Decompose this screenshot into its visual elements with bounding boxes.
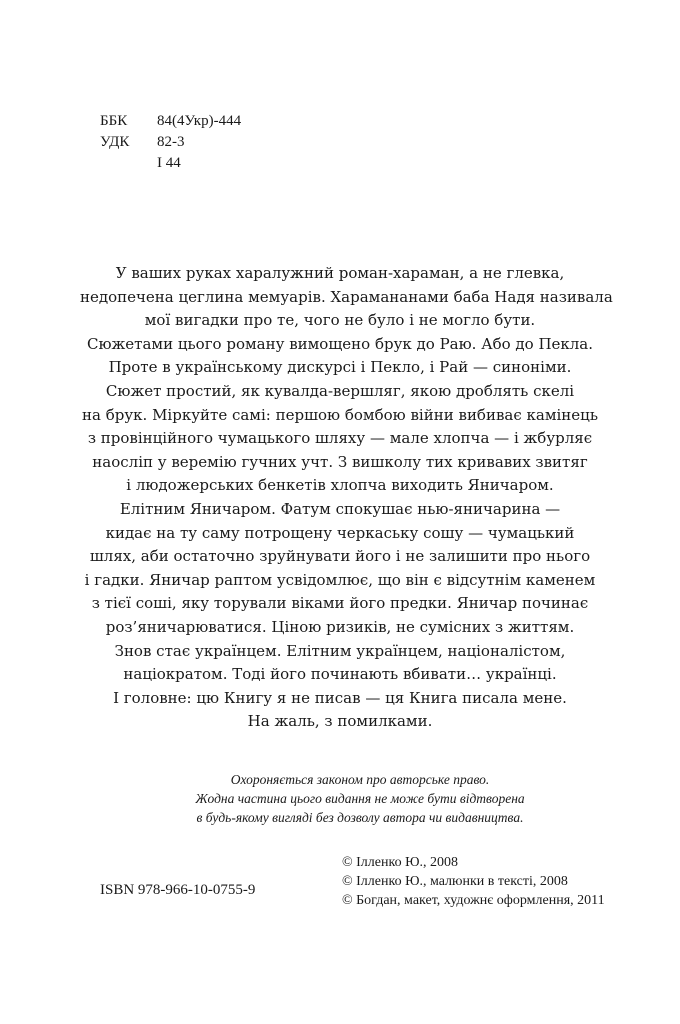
annotation-line: У ваших руках харалужний роман-хараман, а не глевка, <box>115 264 565 282</box>
catalog-row-author-mark <box>100 153 241 174</box>
catalog-value: І 44 <box>157 155 181 171</box>
annotation-line: націократом. Тоді його починають вбивати… українці. <box>123 665 557 684</box>
book-annotation <box>80 262 613 734</box>
catalog-value: 82-3 <box>157 134 185 150</box>
isbn: ISBN 978-966-10-0755-9 <box>100 882 256 898</box>
annotation-line: І головне: цю Книгу я не писав — ця Книга писала мене. <box>113 688 567 707</box>
catalog-key: УДК <box>100 134 130 150</box>
annotation-line: з провінційного чумацького шляху — мале хлопча — і жбурляє <box>87 429 593 448</box>
annotation-line: Сюжетами цього роману вимощено брук до Раю. Або до Пекла. <box>86 334 594 353</box>
annotation-line: Елітним Яничаром. Фатум спокушає нью-яничарина — <box>119 499 561 518</box>
catalog-value: 84(4Укр)-444 <box>157 113 242 129</box>
annotation-line: роз’яничарюватися. Ціною ризиків, не сумісних з життям. <box>105 617 575 636</box>
annotation-line: Знов стає українцем. Елітним українцем, націоналістом, <box>114 641 566 660</box>
catalog-key <box>100 153 157 174</box>
annotation-line: шлях, аби остаточно зруйнувати його і не залишити про нього <box>89 547 591 566</box>
annotation-line: Проте в українському дискурсі і Пекло, і Рай — синоніми. <box>108 358 572 377</box>
annotation-line: недопечена цеглина мемуарів. Харамананами баба Надя називала <box>80 287 613 306</box>
catalog-key: ББК <box>100 113 128 129</box>
notice-line: Жодна частина цього видання не може бути відтворена <box>195 791 525 806</box>
annotation-line: наосліп у веремію гучних учт. З вишколу тих кривавих звитяг <box>92 452 588 471</box>
notice-line: Охороняється законом про авторське право. <box>230 772 490 787</box>
annotation-line: На жаль, з помилками. <box>247 712 433 731</box>
copyright-notice <box>100 770 620 827</box>
copyright-line: © Богдан, макет, художнє оформлення, 2011 <box>342 893 605 908</box>
notice-line: в будь-якому вигляді без дозволу автора чи видавництва. <box>196 810 524 825</box>
catalog-row-bbk <box>100 111 241 132</box>
catalog-row-udk <box>100 132 241 153</box>
annotation-line: і людожерських бенкетів хлопча виходить Яничаром. <box>126 476 554 495</box>
annotation-line: Сюжет простий, як кувалда-вершляг, якою дроблять скелі <box>105 381 575 400</box>
catalog-codes <box>100 111 241 174</box>
annotation-line: кидає на ту саму потрощену черкаську сошу — чумацький <box>105 523 575 542</box>
annotation-line: з тієї соші, яку торували віками його предки. Яничар починає <box>91 594 589 613</box>
annotation-line: мої вигадки про те, чого не було і не могло бути. <box>144 311 536 330</box>
annotation-line: на брук. Міркуйте самі: першою бомбою війни вибиває камінець <box>81 405 598 424</box>
copyright-holders <box>342 853 605 910</box>
annotation-line: і гадки. Яничар раптом усвідомлює, що він є відсутнім каменем <box>84 570 596 589</box>
copyright-line: © Ілленко Ю., малюнки в тексті, 2008 <box>342 874 568 889</box>
copyright-line: © Ілленко Ю., 2008 <box>342 855 458 870</box>
